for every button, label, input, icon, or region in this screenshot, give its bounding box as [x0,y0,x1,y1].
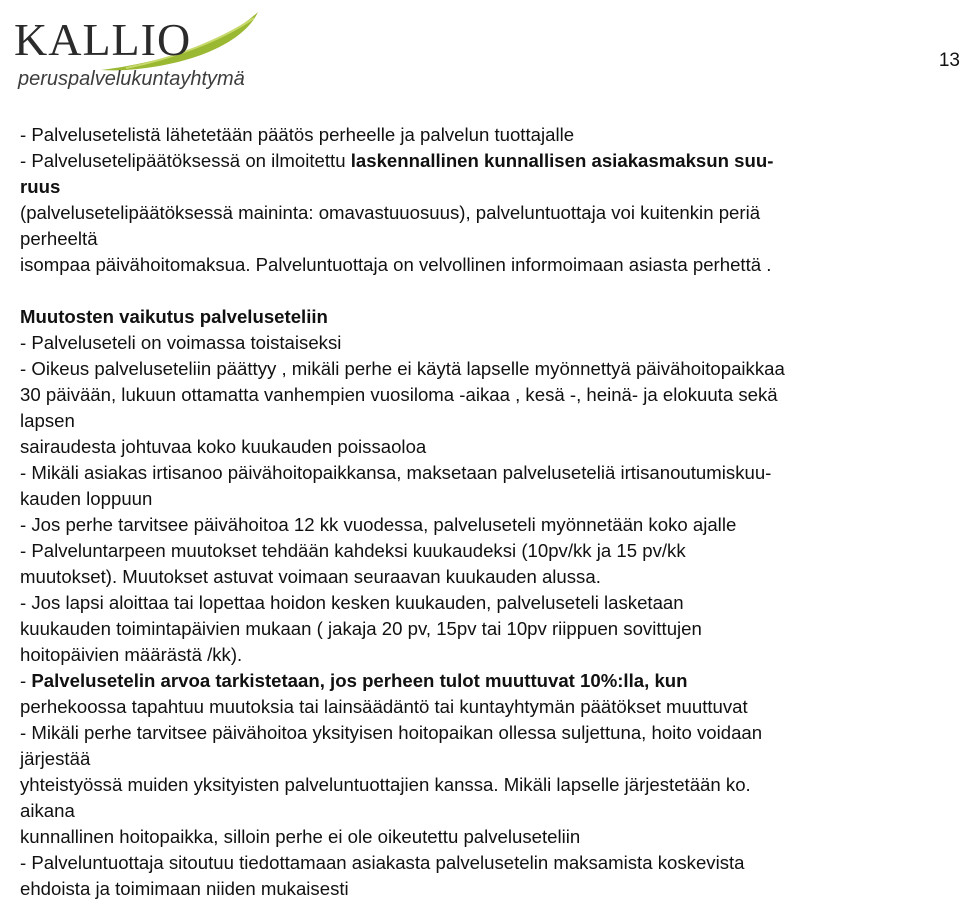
logo-name: KALLIO [14,14,192,65]
text-line: - Palveluseteli on voimassa toistaiseksi [20,332,342,353]
kallio-logo [6,8,276,98]
text-line: - Jos perhe tarvitsee päivähoitoa 12 kk vuodessa, palveluseteli myönnetään koko ajalle [20,514,737,535]
text-line: 30 päivään, lukuun ottamatta vanhempien vuosiloma -aikaa , kesä -, heinä- ja elokuuta sekä [20,384,778,405]
text-line: perheeltä [20,228,98,249]
text-line: yhteistyössä muiden yksityisten palveluntuottajien kanssa. Mikäli lapselle järjestetään ko. [20,774,751,795]
text-line: lapsen [20,410,75,431]
text-line: sairaudesta johtuvaa koko kuukauden poissaoloa [20,436,427,457]
text-line: - Jos lapsi aloittaa tai lopettaa hoidon kesken kuukauden, palveluseteli lasketaan [20,592,684,613]
text-line: ehdoista ja toimimaan niiden mukaisesti [20,878,349,899]
text-line: kunnallinen hoitopaikka, silloin perhe ei ole oikeutettu palveluseteliin [20,826,581,847]
text-line: kauden loppuun [20,488,153,509]
text-line: - Palveluntarpeen muutokset tehdään kahdeksi kuukaudeksi (10pv/kk ja 15 pv/kk [20,540,686,561]
text-line: - Palvelusetelistä lähetetään päätös perheelle ja palvelun tuottajalle [20,124,575,145]
text-line: - Oikeus palveluseteliin päättyy , mikäli perhe ei käytä lapselle myönnettyä päivähoitopaikkaa [20,358,785,379]
paragraph-spacer [20,278,955,304]
text-line: - Mikäli asiakas irtisanoo päivähoitopaikkansa, maksetaan palveluseteliä irtisanoutumiskuu- [20,462,772,483]
text-line [20,148,955,174]
bold-text-run: laskennallinen kunnallisen asiakasmaksun suu- [350,150,774,171]
text-run: - Palvelusetelipäätöksessä on ilmoitettu [20,150,351,171]
text-line: - Mikäli perhe tarvitsee päivähoitoa yksityisen hoitopaikan ollessa suljettuna, hoito voidaan [20,722,763,743]
text-line: perhekoossa tapahtuu muutoksia tai lainsäädäntö tai kuntayhtymän päätökset muuttuvat [20,696,748,717]
text-line [20,304,955,330]
text-line [20,174,955,200]
text-line: (palvelusetelipäätöksessä maininta: omavastuuosuus), palveluntuottaja voi kuitenkin periä [20,202,761,223]
document-body [20,122,955,902]
page-number: 13 [938,50,960,71]
paragraph-service-voucher-decision [20,122,955,278]
text-line: kuukauden toimintapäivien mukaan ( jakaja 20 pv, 15pv tai 10pv riippuen sovittujen [20,618,702,639]
bold-text-run: Muutosten vaikutus palveluseteliin [20,306,328,327]
paragraph-changes-effect [20,304,955,902]
bold-text-run: Palvelusetelin arvoa tarkistetaan, jos perheen tulot muuttuvat 10%:lla, kun [31,670,688,691]
logo-subtitle: peruspalvelukuntayhtymä [18,68,245,90]
text-line: hoitopäivien määrästä /kk). [20,644,243,665]
text-run: - [20,670,32,691]
bold-text-run: ruus [20,176,61,197]
text-line: järjestää [20,748,91,769]
text-line [20,668,955,694]
text-line: isompaa päivähoitomaksua. Palveluntuottaja on velvollinen informoimaan asiasta perhettä . [20,254,772,275]
text-line: muutokset). Muutokset astuvat voimaan seuraavan kuukauden alussa. [20,566,601,587]
text-line: - Palveluntuottaja sitoutuu tiedottamaan asiakasta palvelusetelin maksamista koskevista [20,852,745,873]
text-line: aikana [20,800,75,821]
